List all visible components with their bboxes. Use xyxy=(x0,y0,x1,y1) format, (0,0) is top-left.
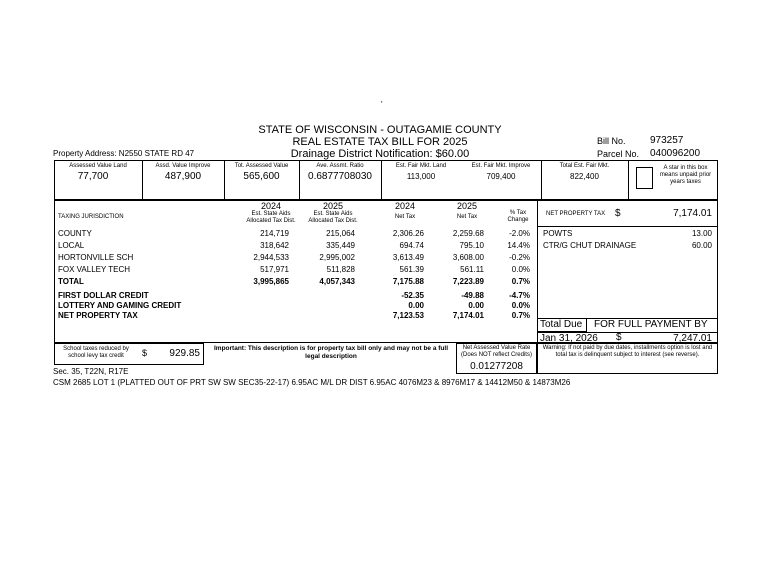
ratio-value: 0.6877708030 xyxy=(308,171,372,182)
net-property-tax-value: 7,174.01 xyxy=(673,208,712,219)
credit-name: NET PROPERTY TAX xyxy=(58,311,138,320)
tax-2025-total: 7,223.89 xyxy=(452,277,484,286)
aid-2024-total: 3,995,865 xyxy=(253,277,289,286)
bill-title-type: REAL ESTATE TAX BILL FOR 2025 xyxy=(292,136,468,148)
total-due-label: Total Due xyxy=(540,319,583,330)
tax-year-2024: 2024 xyxy=(394,201,416,211)
bill-no: 973257 xyxy=(650,135,684,146)
divider xyxy=(628,160,629,200)
aid-2025-total: 4,057,343 xyxy=(319,277,355,286)
table-row xyxy=(0,241,540,252)
aid-2025: 335,449 xyxy=(326,241,355,250)
total-due-value: 7,247.01 xyxy=(673,333,712,344)
table-row xyxy=(0,253,540,264)
credit-2025: 0.00 xyxy=(468,301,484,310)
tax-2024: 694.74 xyxy=(399,241,424,250)
net-tax-2025-header: Net Tax xyxy=(456,214,478,220)
jurisdiction-name: COUNTY xyxy=(58,229,92,238)
fmv-improve-label: Est. Fair Mkt. Improve xyxy=(471,163,531,169)
star-note: A star in this box means unpaid prior years taxes xyxy=(659,165,712,185)
jurisdiction-header: TAXING JURISDICTION xyxy=(58,214,124,220)
fmv-improve-value: 709,400 xyxy=(486,172,516,181)
fmv-land-label: Est. Fair Mkt. Land xyxy=(395,163,447,169)
aid-2025: 215,064 xyxy=(326,229,355,238)
aid-2024: 214,719 xyxy=(260,229,289,238)
land-label: Assessed Value Land xyxy=(69,163,127,169)
tax-2024: 561.39 xyxy=(399,265,424,274)
aid-2024-header: Est. State Aids Allocated Tax Dist. xyxy=(246,211,296,224)
special-label: POWTS xyxy=(543,229,573,238)
parcel-no-label: Parcel No. xyxy=(597,149,640,159)
tax-2025: 561.11 xyxy=(460,265,484,274)
rate-label: Net Assessed Value Rate (Does NOT reflect Credits) xyxy=(461,345,532,358)
credit-name: LOTTERY AND GAMING CREDIT xyxy=(58,301,182,310)
land-value: 77,700 xyxy=(77,171,109,182)
credit-pct: 0.7% xyxy=(511,311,530,320)
net-tax-dollar: $ xyxy=(615,208,621,219)
total-label: TOTAL xyxy=(58,277,84,286)
school-credit-label: School taxes reduced by school levy tax credit xyxy=(63,346,129,359)
tax-2025: 795.10 xyxy=(459,241,484,250)
table-row xyxy=(0,265,540,276)
full-payment-label: FOR FULL PAYMENT BY xyxy=(594,319,708,330)
credit-2024: 0.00 xyxy=(408,301,424,310)
stray-mark: ' xyxy=(381,100,383,109)
tax-year-2025: 2025 xyxy=(456,201,478,211)
credit-pct: 0.0% xyxy=(511,301,530,310)
tax-2025: 3,608.00 xyxy=(452,253,484,262)
bill-no-label: Bill No. xyxy=(597,136,626,146)
credit-2025: -49.88 xyxy=(461,291,484,300)
school-credit-value: 929.85 xyxy=(169,348,200,359)
aid-2024: 517,971 xyxy=(260,265,289,274)
total-due-dollar: $ xyxy=(616,332,622,343)
legal-description: CSM 2685 LOT 1 (PLATTED OUT OF PRT SW SW SEC35-22-17) 6.95AC M/L DR DIST 6.95AC 4076M23 & 8976M17 & 14412M50 & 14873M26 xyxy=(53,378,571,387)
ratio-label: Ave. Assmt. Ratio xyxy=(316,163,364,169)
jurisdiction-name: LOCAL xyxy=(58,241,85,250)
net-property-tax-label: NET PROPERTY TAX xyxy=(546,211,606,217)
fmv-land-value: 113,000 xyxy=(406,172,436,181)
school-credit-dollar: $ xyxy=(142,348,148,358)
legal-important-note: Important: This description is for property tax bill only and may not be a full legal description xyxy=(213,345,449,360)
section-township-range: Sec. 35, T22N, R17E xyxy=(53,367,129,376)
tax-2024: 3,613.49 xyxy=(392,253,424,262)
aid-2025-header: Est. State Aids Allocated Tax Dist. xyxy=(308,211,358,224)
fmv-total-value: 822,400 xyxy=(570,172,599,181)
aid-2025: 2,995,002 xyxy=(319,253,355,262)
improve-value: 487,900 xyxy=(164,171,202,182)
divider xyxy=(537,226,718,227)
pct-change-total: 0.7% xyxy=(511,277,530,286)
unpaid-star-box xyxy=(636,167,653,189)
total-assessed-label: Tot. Assessed Value xyxy=(234,163,289,169)
jurisdiction-name: HORTONVILLE SCH xyxy=(58,253,134,262)
table-row xyxy=(0,229,540,240)
pct-change: -0.2% xyxy=(509,253,530,262)
pct-change: 0.0% xyxy=(511,265,530,274)
aid-year-2024: 2024 xyxy=(260,201,282,211)
credit-2025: 7,174.01 xyxy=(452,311,484,320)
pct-change: 14.4% xyxy=(507,241,530,250)
credit-row xyxy=(0,311,540,322)
due-date: Jan 31, 2026 xyxy=(540,333,598,344)
total-assessed-value: 565,600 xyxy=(243,171,280,182)
credit-2024: 7,123.53 xyxy=(392,311,424,320)
special-value: 13.00 xyxy=(691,229,712,238)
drainage-notification: Drainage District Notification: $60.00 xyxy=(290,148,470,160)
fmv-total-label: Total Est. Fair Mkt. xyxy=(559,163,610,169)
aid-2025: 511,828 xyxy=(326,265,355,274)
aid-year-2025: 2025 xyxy=(322,201,344,211)
improve-label: Assd. Value Improve xyxy=(155,163,211,169)
credit-2024: -52.35 xyxy=(401,291,424,300)
tax-2025: 2,259.68 xyxy=(452,229,484,238)
tax-2024: 2,306.26 xyxy=(392,229,424,238)
jurisdiction-name: FOX VALLEY TECH xyxy=(58,265,131,274)
rate-value: 0.01277208 xyxy=(470,361,523,372)
net-tax-2024-header: Net Tax xyxy=(394,214,416,220)
warning-text: Warning: If not paid by due dates, installments option is lost and total tax is delinquent subject to interest (see reverse). xyxy=(542,345,713,358)
aid-2024: 318,642 xyxy=(260,241,289,250)
property-address: Property Address: N2550 STATE RD 47 xyxy=(53,149,195,158)
bill-title-state: STATE OF WISCONSIN - OUTAGAMIE COUNTY xyxy=(258,124,502,136)
pct-change: -2.0% xyxy=(509,229,530,238)
table-total-row xyxy=(0,277,540,288)
special-label: CTR/G CHUT DRAINAGE xyxy=(543,241,637,250)
aid-2024: 2,944,533 xyxy=(253,253,289,262)
tax-2024-total: 7,175.88 xyxy=(392,277,424,286)
credit-pct: -4.7% xyxy=(509,291,530,300)
credit-name: FIRST DOLLAR CREDIT xyxy=(58,291,149,300)
parcel-no: 040096200 xyxy=(650,148,701,159)
pct-change-header: % Tax Change xyxy=(507,210,529,223)
special-value: 60.00 xyxy=(691,241,712,250)
